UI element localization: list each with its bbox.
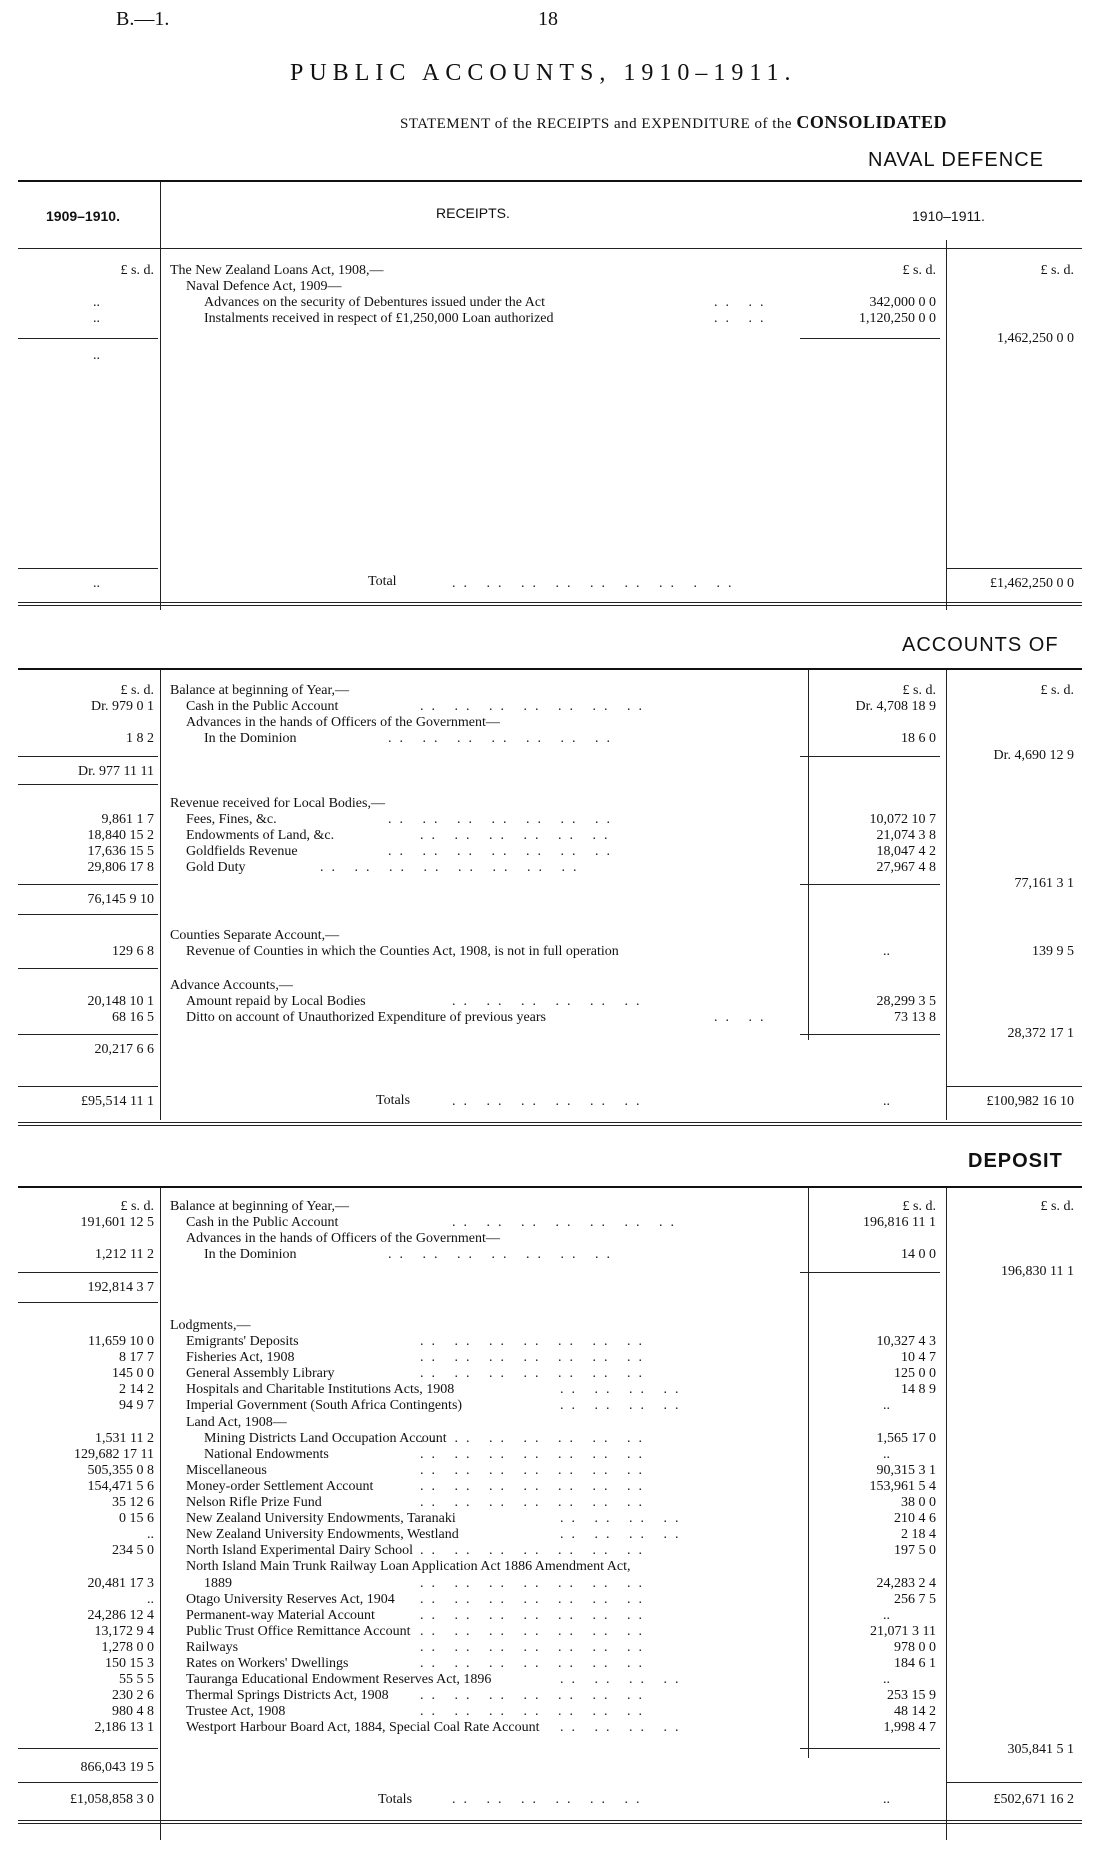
leader-dots: .. .. .. .. .. .. .. <box>420 1350 650 1365</box>
leader-dots: .. .. .. .. .. .. .. <box>420 1431 650 1446</box>
leader-dots: .. .. .. .. .. .. .. <box>388 812 618 827</box>
lsd-header: £ s. d. <box>902 263 936 278</box>
prev-value: .. <box>93 295 100 310</box>
prev-value: 2 14 2 <box>119 1382 154 1397</box>
lodgment-text: Imperial Government (South Africa Contingents) <box>186 1398 463 1413</box>
inner-value: 125 0 0 <box>894 1366 936 1381</box>
lsd-header: £ s. d. <box>902 1199 936 1214</box>
counties-outer: 139 9 5 <box>1032 944 1074 959</box>
prev-subtotal: 192,814 3 7 <box>87 1280 154 1295</box>
prev-value: 1,531 11 2 <box>95 1431 154 1446</box>
inner-value: .. <box>883 944 890 959</box>
lodgment-text: National Endowments <box>204 1447 329 1462</box>
leader-dots: .. .. .. .. .. .. .. <box>420 1656 650 1671</box>
deposit-heading: DEPOSIT <box>968 1150 1063 1172</box>
leader-dots: .. .. .. .. .. .. <box>452 1094 648 1109</box>
prev-value: 505,355 0 8 <box>87 1463 154 1478</box>
accounts-heading: ACCOUNTS OF <box>902 634 1059 656</box>
inner-value: 38 0 0 <box>901 1495 936 1510</box>
lodgment-text: Miscellaneous <box>186 1463 267 1478</box>
leader-dots: .. .. .. .. .. .. .. <box>420 1592 650 1607</box>
inner-value: 21,074 3 8 <box>876 828 936 843</box>
lodgment-text: Thermal Springs Districts Act, 1908 <box>186 1688 389 1703</box>
leader-dots: .. .. .. .. .. .. .. <box>388 844 618 859</box>
line-text: In the Dominion <box>204 1247 297 1262</box>
lodgment-text: Public Trust Office Remittance Account <box>186 1624 411 1639</box>
inner-value: 28,299 3 5 <box>876 994 936 1009</box>
lodgment-text: Fisheries Act, 1908 <box>186 1350 295 1365</box>
balance-outer: Dr. 4,690 12 9 <box>993 748 1074 763</box>
inner-value: 1,565 17 0 <box>876 1431 936 1446</box>
prev-value: 145 0 0 <box>112 1366 154 1381</box>
leader-dots: .. .. .. .. .. .. .. <box>420 1608 650 1623</box>
leader-dots: .. .. .. .. .. .. .. <box>420 1495 650 1510</box>
naval-total: £1,462,250 0 0 <box>990 576 1074 591</box>
naval-heading: NAVAL DEFENCE <box>868 149 1044 171</box>
line-text: Revenue of Counties in which the Counties Act, 1908, is not in full operation <box>186 944 619 959</box>
prev-value: 154,471 5 6 <box>87 1479 154 1494</box>
prev-value: 234 5 0 <box>112 1543 154 1558</box>
page-ref: B.—1. <box>116 8 170 30</box>
line-text: Advances in the hands of Officers of the Government— <box>186 1231 500 1246</box>
inner-value: 2 18 4 <box>901 1527 936 1542</box>
lodgment-text: New Zealand University Endowments, Westland <box>186 1527 459 1542</box>
inner-value: 1,998 4 7 <box>883 1720 936 1735</box>
inner-value: .. <box>883 1608 890 1623</box>
line-text: Goldfields Revenue <box>186 844 298 859</box>
inner-value: 10,072 10 7 <box>869 812 936 827</box>
leader-dots: .. .. .. .. .. .. .. <box>388 731 618 746</box>
prev-value: 68 16 5 <box>112 1010 154 1025</box>
leader-dots: .. .. .. .. .. .. .. . .. <box>452 576 740 591</box>
inner-value: .. <box>883 1672 890 1687</box>
inner-value: 18 6 0 <box>901 731 936 746</box>
prev-value: 55 5 5 <box>119 1672 154 1687</box>
leader-dots: .. .. .. .. .. .. .. <box>420 1624 650 1639</box>
prev-value: 20,481 17 3 <box>87 1576 154 1591</box>
inner-value: 342,000 0 0 <box>869 295 936 310</box>
leader-dots: .. .. .. .. .. .. .. <box>420 1704 650 1719</box>
lodgment-text: North Island Main Trunk Railway Loan Application Act 1886 Amendment Act, <box>186 1559 631 1574</box>
lodgment-text: New Zealand University Endowments, Taranaki <box>186 1511 456 1526</box>
leader-dots: .. .. .. .. .. .. .. .. <box>320 860 585 875</box>
prev-value: Dr. 979 0 1 <box>91 699 154 714</box>
accounts-total: £100,982 16 10 <box>986 1094 1074 1109</box>
leader-dots: .. .. .. .. .. .. .. <box>420 1479 650 1494</box>
inner-value: 1,120,250 0 0 <box>859 311 936 326</box>
inner-value: Dr. 4,708 18 9 <box>855 699 936 714</box>
line-text: In the Dominion <box>204 731 297 746</box>
lodgment-text: Land Act, 1908— <box>186 1415 287 1430</box>
lodgment-text: Money-order Settlement Account <box>186 1479 374 1494</box>
prev-subtotal: 866,043 19 5 <box>80 1760 154 1775</box>
prev-value: 1,212 11 2 <box>95 1247 154 1262</box>
lodgment-text: Permanent-way Material Account <box>186 1608 375 1623</box>
naval-line: Naval Defence Act, 1909— <box>186 279 342 294</box>
inner-value: .. <box>883 1398 890 1413</box>
prev-subtotal: 20,217 6 6 <box>94 1042 154 1057</box>
statement-prefix: STATEMENT of the RECEIPTS and EXPENDITURE of the <box>400 116 793 132</box>
leader-dots: .. .. <box>714 311 772 326</box>
prev-value: 18,840 15 2 <box>87 828 154 843</box>
prev-value: .. <box>93 348 100 363</box>
leader-dots: .. .. .. .. .. .. .. <box>452 1215 682 1230</box>
leader-dots: .. .. .. .. .. .. .. <box>420 1640 650 1655</box>
lodgment-text: Westport Harbour Board Act, 1884, Special Coal Rate Account <box>186 1720 540 1735</box>
lodgment-text: Tauranga Educational Endowment Reserves Act, 1896 <box>186 1672 492 1687</box>
advance-outer: 28,372 17 1 <box>1007 1026 1074 1041</box>
balance-heading: Balance at beginning of Year,— <box>170 1199 350 1214</box>
balance-outer: 196,830 11 1 <box>1001 1264 1074 1279</box>
col-prev-year: 1909–1910. <box>46 208 120 224</box>
lodgment-text: 1889 <box>204 1576 232 1591</box>
prev-value: 980 4 8 <box>112 1704 154 1719</box>
inner-value: 73 13 8 <box>894 1010 936 1025</box>
prev-value: 2,186 13 1 <box>94 1720 154 1735</box>
prev-value: 1 8 2 <box>126 731 154 746</box>
leader-dots: .. .. .. .. .. .. <box>420 828 616 843</box>
inner-value: 153,961 5 4 <box>869 1479 936 1494</box>
line-text: Fees, Fines, &c. <box>186 812 277 827</box>
leader-dots: .. .. .. .. .. .. .. <box>420 699 650 714</box>
prev-value: 1,278 0 0 <box>101 1640 154 1655</box>
revenue-heading: Revenue received for Local Bodies,— <box>170 796 385 811</box>
leader-dots: .. .. .. .. <box>560 1720 687 1735</box>
lodgment-text: Nelson Rifle Prize Fund <box>186 1495 322 1510</box>
leader-dots: .. .. .. .. .. .. .. <box>420 1688 650 1703</box>
prev-value: 191,601 12 5 <box>80 1215 154 1230</box>
line-text: Amount repaid by Local Bodies <box>186 994 366 1009</box>
leader-dots: .. .. .. .. .. .. <box>452 1792 648 1807</box>
lodgment-text: Otago University Reserves Act, 1904 <box>186 1592 395 1607</box>
page-number: 18 <box>538 8 558 30</box>
inner-value: 21,071 3 11 <box>870 1624 936 1639</box>
prev-value: 129 6 8 <box>112 944 154 959</box>
totals-label: Totals <box>376 1093 411 1108</box>
inner-value: 210 4 6 <box>894 1511 936 1526</box>
prev-value: 13,172 9 4 <box>94 1624 154 1639</box>
prev-value: 20,148 10 1 <box>87 994 154 1009</box>
prev-value: 230 2 6 <box>112 1688 154 1703</box>
leader-dots: .. .. .. .. <box>560 1527 687 1542</box>
leader-dots: .. .. .. .. .. .. .. <box>420 1463 650 1478</box>
inner-value: .. <box>883 1792 890 1807</box>
inner-value: 197 5 0 <box>894 1543 936 1558</box>
inner-value: 14 8 9 <box>901 1382 936 1397</box>
lodgment-text: Railways <box>186 1640 239 1655</box>
lsd-header: £ s. d. <box>1040 683 1074 698</box>
prev-value: 29,806 17 8 <box>87 860 154 875</box>
prev-value: 11,659 10 0 <box>88 1334 154 1349</box>
inner-value: 253 15 9 <box>887 1688 936 1703</box>
leader-dots: .. .. .. .. <box>560 1511 687 1526</box>
lodgment-text: Mining Districts Land Occupation Account <box>204 1431 447 1446</box>
leader-dots: .. .. .. .. <box>560 1398 687 1413</box>
lodgment-text: North Island Experimental Dairy School <box>186 1543 414 1558</box>
prev-value: 8 17 7 <box>119 1350 154 1365</box>
line-text: Advances in the hands of Officers of the Government— <box>186 715 500 730</box>
leader-dots: .. .. .. .. .. .. .. <box>420 1576 650 1591</box>
leader-dots: .. .. .. .. .. .. <box>452 994 648 1009</box>
leader-dots: .. .. .. .. .. .. .. <box>420 1543 650 1558</box>
prev-subtotal: Dr. 977 11 11 <box>78 764 154 779</box>
statement-bold: CONSOLIDATED <box>796 112 948 132</box>
line-text: Cash in the Public Account <box>186 1215 339 1230</box>
lsd-header: £ s. d. <box>120 1199 154 1214</box>
lodgment-text: General Assembly Library <box>186 1366 335 1381</box>
line-text: Endowments of Land, &c. <box>186 828 335 843</box>
inner-value: 256 7 5 <box>894 1592 936 1607</box>
inner-value: 10 4 7 <box>901 1350 936 1365</box>
naval-subtotal: 1,462,250 0 0 <box>997 331 1074 346</box>
prev-total: .. <box>93 576 100 591</box>
leader-dots: .. .. .. .. .. .. .. <box>420 1334 650 1349</box>
lodgment-text: Hospitals and Charitable Institutions Acts, 1908 <box>186 1382 455 1397</box>
inner-value: 14 0 0 <box>901 1247 936 1262</box>
prev-subtotal: 76,145 9 10 <box>87 892 154 907</box>
advance-heading: Advance Accounts,— <box>170 978 293 993</box>
leader-dots: .. .. .. .. .. .. .. <box>388 1247 618 1262</box>
lodgment-text: Trustee Act, 1908 <box>186 1704 286 1719</box>
revenue-outer: 77,161 3 1 <box>1014 876 1074 891</box>
counties-heading: Counties Separate Account,— <box>170 928 340 943</box>
lodgments-outer: 305,841 5 1 <box>1007 1742 1074 1757</box>
inner-value: 90,315 3 1 <box>876 1463 936 1478</box>
lodgment-text: Emigrants' Deposits <box>186 1334 299 1349</box>
lsd-header: £ s. d. <box>902 683 936 698</box>
line-text: Ditto on account of Unauthorized Expenditure of previous years <box>186 1010 547 1025</box>
leader-dots: .. .. .. .. .. .. .. <box>420 1447 650 1462</box>
lodgment-text: Rates on Workers' Dwellings <box>186 1656 349 1671</box>
line-text: Cash in the Public Account <box>186 699 339 714</box>
prev-value: .. <box>147 1592 154 1607</box>
inner-value: .. <box>883 1094 890 1109</box>
statement-heading <box>400 112 947 133</box>
prev-value: 0 15 6 <box>119 1511 154 1526</box>
prev-value: 35 12 6 <box>112 1495 154 1510</box>
totals-label: Totals <box>378 1792 413 1807</box>
naval-line: Advances on the security of Debentures issued under the Act <box>204 295 545 310</box>
prev-total: £1,058,858 3 0 <box>70 1792 154 1807</box>
prev-value: 17,636 15 5 <box>87 844 154 859</box>
line-text: Gold Duty <box>186 860 246 875</box>
leader-dots: .. .. .. .. <box>560 1382 687 1397</box>
leader-dots: .. .. .. .. <box>560 1672 687 1687</box>
inner-value: 48 14 2 <box>894 1704 936 1719</box>
total-label: Total <box>368 574 397 589</box>
prev-value: 9,861 1 7 <box>101 812 154 827</box>
inner-value: 10,327 4 3 <box>876 1334 936 1349</box>
lsd-header: £ s. d. <box>1040 263 1074 278</box>
naval-line: Instalments received in respect of £1,250,000 Loan authorized <box>204 311 554 326</box>
leader-dots: .. .. <box>714 1010 772 1025</box>
prev-value: 150 15 3 <box>105 1656 154 1671</box>
inner-value: 196,816 11 1 <box>863 1215 936 1230</box>
inner-value: 24,283 2 4 <box>876 1576 936 1591</box>
prev-total: £95,514 11 1 <box>81 1094 154 1109</box>
lsd-header: £ s. d. <box>120 263 154 278</box>
prev-value: .. <box>147 1527 154 1542</box>
inner-value: .. <box>883 1447 890 1462</box>
page-title: PUBLIC ACCOUNTS, 1910–1911. <box>290 60 797 86</box>
prev-value: 24,286 12 4 <box>87 1608 154 1623</box>
inner-value: 27,967 4 8 <box>876 860 936 875</box>
deposit-total: £502,671 16 2 <box>993 1792 1074 1807</box>
lsd-header: £ s. d. <box>120 683 154 698</box>
lodgments-heading: Lodgments,— <box>170 1318 251 1333</box>
prev-value: .. <box>93 311 100 326</box>
prev-value: 129,682 17 11 <box>74 1447 154 1462</box>
lsd-header: £ s. d. <box>1040 1199 1074 1214</box>
col-curr-year: 1910–1911. <box>912 208 985 224</box>
naval-line: The New Zealand Loans Act, 1908,— <box>170 263 384 278</box>
prev-value: 94 9 7 <box>119 1398 154 1413</box>
leader-dots: .. .. .. .. .. .. .. <box>420 1366 650 1381</box>
inner-value: 184 6 1 <box>894 1656 936 1671</box>
line-text: Balance at beginning of Year,— <box>170 683 350 698</box>
inner-value: 18,047 4 2 <box>876 844 936 859</box>
col-receipts: RECEIPTS. <box>436 205 510 221</box>
leader-dots: .. .. <box>714 295 772 310</box>
inner-value: 978 0 0 <box>894 1640 936 1655</box>
